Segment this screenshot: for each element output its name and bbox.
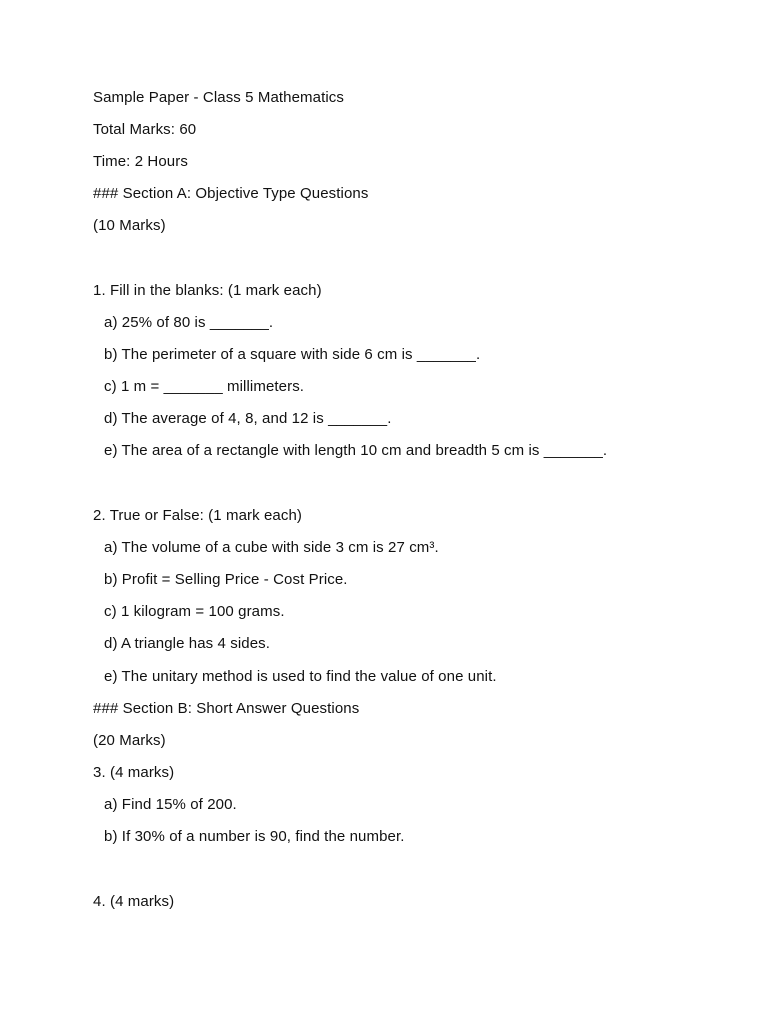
question-1a: a) 25% of 80 is _______. xyxy=(104,314,274,331)
question-1d: d) The average of 4, 8, and 12 is _______. xyxy=(104,410,392,427)
section-b-heading: ### Section B: Short Answer Questions xyxy=(93,700,360,717)
question-2-heading: 2. True or False: (1 mark each) xyxy=(93,507,303,524)
question-2b: b) Profit = Selling Price - Cost Price. xyxy=(104,571,348,588)
question-2e: e) The unitary method is used to find the value of one unit. xyxy=(104,668,497,685)
question-2a: a) The volume of a cube with side 3 cm is 27 cm³. xyxy=(104,539,439,556)
question-3b: b) If 30% of a number is 90, find the number. xyxy=(104,828,405,845)
question-4-heading: 4. (4 marks) xyxy=(93,893,175,910)
question-1e: e) The area of a rectangle with length 10 cm and breadth 5 cm is _______. xyxy=(104,442,608,459)
question-3a: a) Find 15% of 200. xyxy=(104,796,237,813)
section-a-heading: ### Section A: Objective Type Questions xyxy=(93,185,369,202)
paper-title: Sample Paper - Class 5 Mathematics xyxy=(93,89,344,106)
question-1-heading: 1. Fill in the blanks: (1 mark each) xyxy=(93,282,322,299)
total-marks: Total Marks: 60 xyxy=(93,121,197,138)
section-b-marks: (20 Marks) xyxy=(93,732,166,749)
question-1b: b) The perimeter of a square with side 6 cm is _______. xyxy=(104,346,481,363)
section-a-marks: (10 Marks) xyxy=(93,217,166,234)
question-2d: d) A triangle has 4 sides. xyxy=(104,635,271,652)
time-allowed: Time: 2 Hours xyxy=(93,153,188,170)
question-3-heading: 3. (4 marks) xyxy=(93,764,175,781)
question-2c: c) 1 kilogram = 100 grams. xyxy=(104,603,285,620)
question-1c: c) 1 m = _______ millimeters. xyxy=(104,378,305,395)
